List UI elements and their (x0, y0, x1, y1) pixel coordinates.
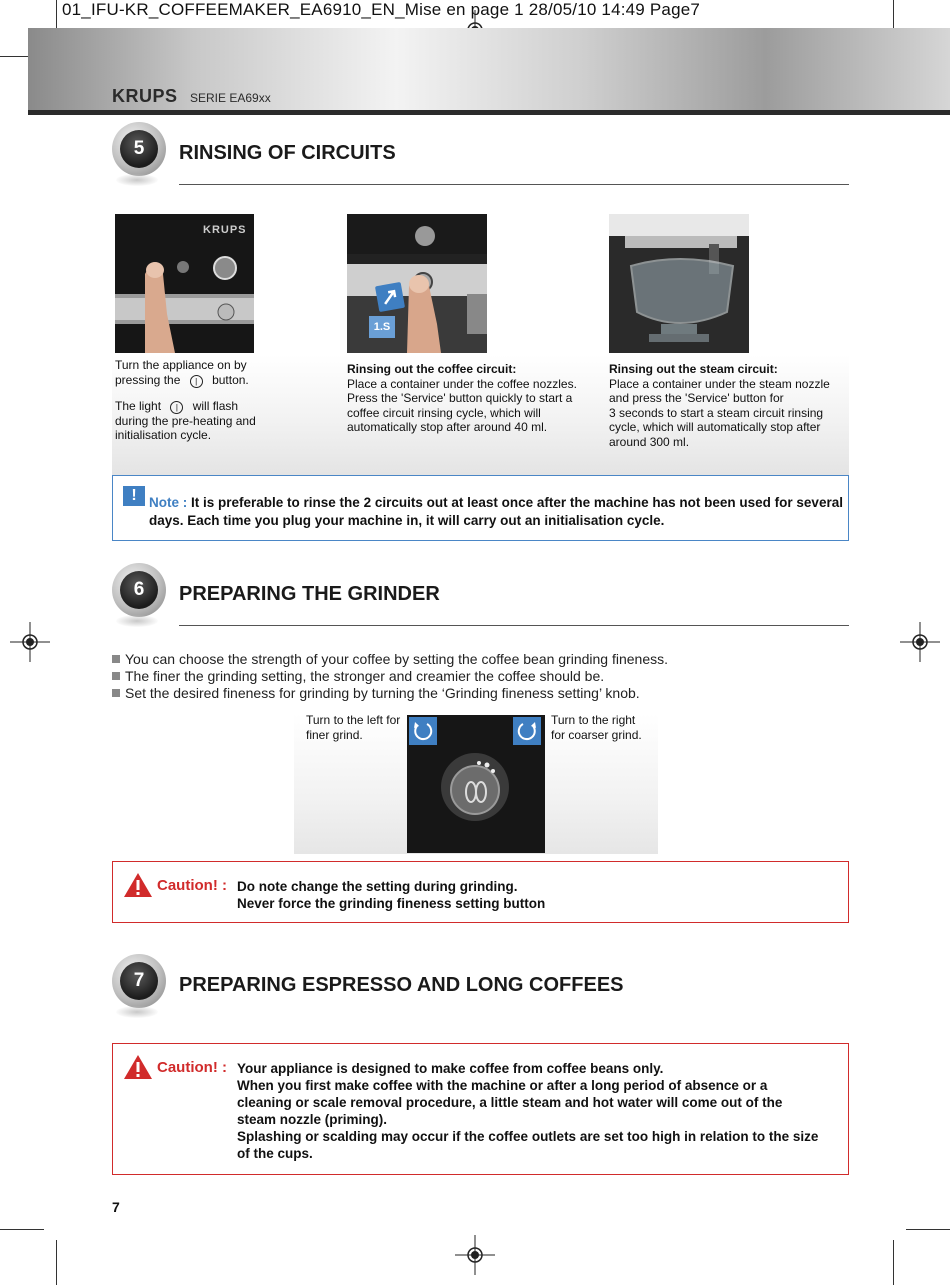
photo-steam-nozzle (609, 214, 749, 353)
step-3-caption: Rinsing out the steam circuit: Place a container under the steam nozzle and press the 'Service' button for 3 seconds to start a steam circuit rinsing cycle, which will automatically stop after around 300 ml. (609, 362, 830, 449)
grind-right-caption: Turn to the right for coarser grind. (551, 713, 642, 742)
section-6-rule (179, 625, 849, 626)
note-box (112, 475, 849, 541)
arrow-icon (375, 282, 405, 312)
registration-mark-bottom (455, 1235, 495, 1275)
section-5-rule (179, 184, 849, 185)
list-item: Set the desired fineness for grinding by turning the ‘Grinding fineness setting’ knob. (112, 685, 668, 702)
section-5-badge: 5 (112, 122, 168, 192)
list-item: The finer the grinding setting, the stronger and creamier the coffee should be. (112, 668, 668, 685)
caution-box-coffee (112, 1043, 849, 1175)
photo-power-button (115, 214, 254, 353)
step-2-caption: Rinsing out the coffee circuit: Place a container under the coffee nozzles. Press the 'Service' button quickly to start a coffee circuit rinsing cycle, which will automatically stop after around 40 ml. (347, 362, 577, 434)
registration-mark-right (900, 622, 940, 662)
rotate-right-icon (513, 717, 541, 745)
warning-icon (123, 1054, 153, 1080)
note-exclamation-icon: ! (123, 486, 145, 506)
registration-mark-left (10, 622, 50, 662)
section-6-badge: 6 (112, 563, 168, 633)
section-7-title: PREPARING ESPRESSO AND LONG COFFEES (179, 974, 624, 996)
step-1-caption: Turn the appliance on by pressing the | button. The light | will flash during the pre-heating and initialisation cycle. (115, 358, 256, 442)
caution-text: Your appliance is designed to make coffee from coffee beans only. When you first make coffee with the machine or after a long period of absence or a cleaning or scale removal procedure, a little steam and hot water will come out of the steam nozzle (priming). Splashing or scalding may occur if the coffee outlets are set too high in relation to the size of the cups. (237, 1061, 819, 1161)
rotate-left-icon (409, 717, 437, 745)
section-5-title: RINSING OF CIRCUITS (179, 142, 396, 164)
caution-text: Do note change the setting during grinding. Never force the grinding fineness setting button (237, 879, 546, 911)
photo-brand-text: KRUPS (203, 224, 247, 236)
caution-box-grinder (112, 861, 849, 923)
caution-label: Caution! : (157, 1059, 227, 1076)
service-badge: 1.S (369, 316, 395, 338)
section-7-badge: 7 (112, 954, 168, 1024)
page-number: 7 (112, 1199, 120, 1215)
note-text: Note : It is preferable to rinse the 2 circuits out at least once after the machine has not been used for several days. Each time you plug your machine in, it will carry out an initialisation cycle. (149, 495, 843, 528)
header-rule (28, 110, 950, 115)
grinder-bullet-list (112, 651, 668, 702)
brand-logo: KRUPS (112, 86, 178, 106)
caution-label: Caution! : (157, 877, 227, 894)
grind-left-caption: Turn to the left for finer grind. (306, 713, 401, 742)
section-6-title: PREPARING THE GRINDER (179, 583, 440, 605)
photo-service-button (347, 214, 487, 353)
series-label: SERIE EA69xx (190, 91, 271, 105)
list-item: You can choose the strength of your coffee by setting the coffee bean grinding fineness. (112, 651, 668, 668)
power-light-icon: | (170, 401, 183, 414)
print-slug: 01_IFU-KR_COFFEEMAKER_EA6910_EN_Mise en page 1 28/05/10 14:49 Page7 (62, 0, 701, 19)
warning-icon (123, 872, 153, 898)
power-icon: | (190, 375, 203, 388)
